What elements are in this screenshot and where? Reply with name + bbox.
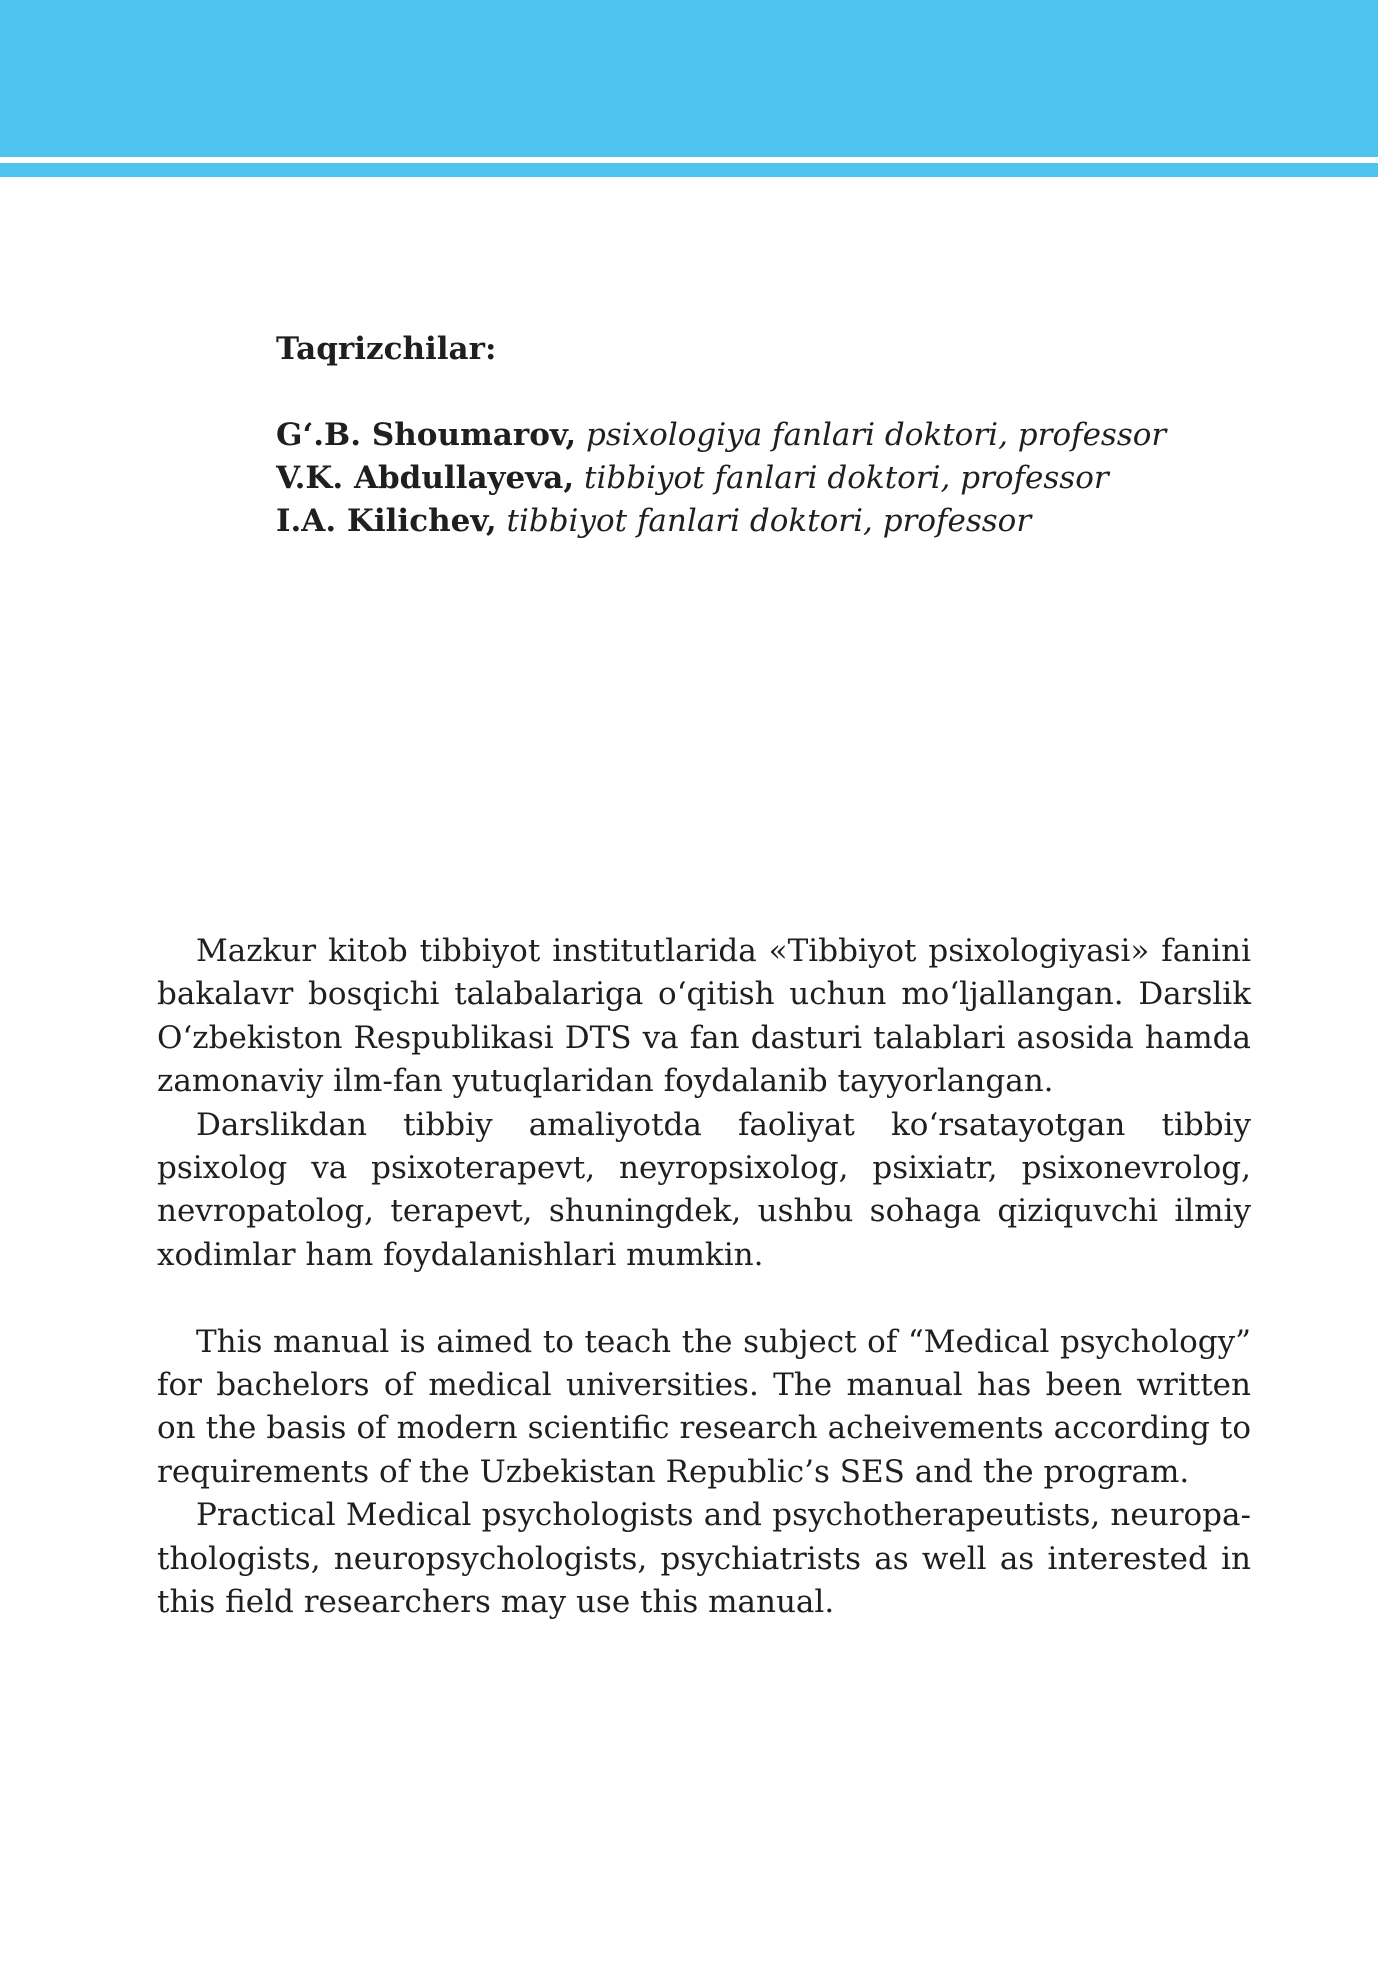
reviewer-entry <box>276 500 1276 543</box>
abstract-section <box>157 930 1251 1624</box>
header-stripe <box>0 163 1378 177</box>
reviewer-name: V.K. Abdullayeva, <box>276 460 575 496</box>
reviewer-entry <box>276 457 1276 500</box>
abstract-en-paragraph: This manual is aimed to teach the subject of “Medical psychology” for bachelors of medical universities. The manual has been written on the basis of modern scientific research acheivements according to requirements of the Uzbekistan Republic’s SES and the program. <box>157 1323 1251 1490</box>
paragraph-gap <box>157 1277 1251 1320</box>
abstract-uz-paragraph: Mazkur kitob tibbiyot institutlarida «Tibbiyot psixologiyasi» fanini bakalavr bosqichi talabalariga o‘qitish uchun mo‘ljallangan. Darslik O‘zbekiston Respublikasi DTS va fan dasturi talablari asosida hamda zamonaviy ilm-fan yutuqlaridan foydalanib tayyorlangan. <box>157 933 1251 1100</box>
reviewer-title: tibbiyot fanlari doktori, professor <box>584 460 1109 496</box>
reviewer-name: I.A. Kilichev, <box>276 503 497 539</box>
header-band <box>0 0 1378 157</box>
reviewers-section <box>276 328 1276 543</box>
abstract-en-paragraph: Practical Medical psychologists and psychotherapeutists, neuropathologists, neuropsychologists, psychiatrists as well as interested in this field researchers may use this manual. <box>157 1497 1251 1621</box>
reviewer-title: tibbiyot fanlari doktori, professor <box>506 503 1032 539</box>
abstract-uz-paragraph: Darslikdan tibbiy amaliyotda faoliyat ko‘rsatayotgan tibbiy psixolog va psixoterapevt, neyropsixolog, psixiatr, psixonevrolog, nevropatolog, terapevt, shuningdek, ushbu sohaga qiziquvchi ilmiy xodimlar ham foydalanishlari mumkin. <box>157 1106 1251 1273</box>
reviewer-entry <box>276 414 1276 457</box>
reviewer-title: psixologiya fanlari doktori, professor <box>586 417 1167 453</box>
reviewer-name: G‘.B. Shoumarov, <box>276 417 577 453</box>
reviewers-heading: Taqrizchilar: <box>276 331 497 367</box>
